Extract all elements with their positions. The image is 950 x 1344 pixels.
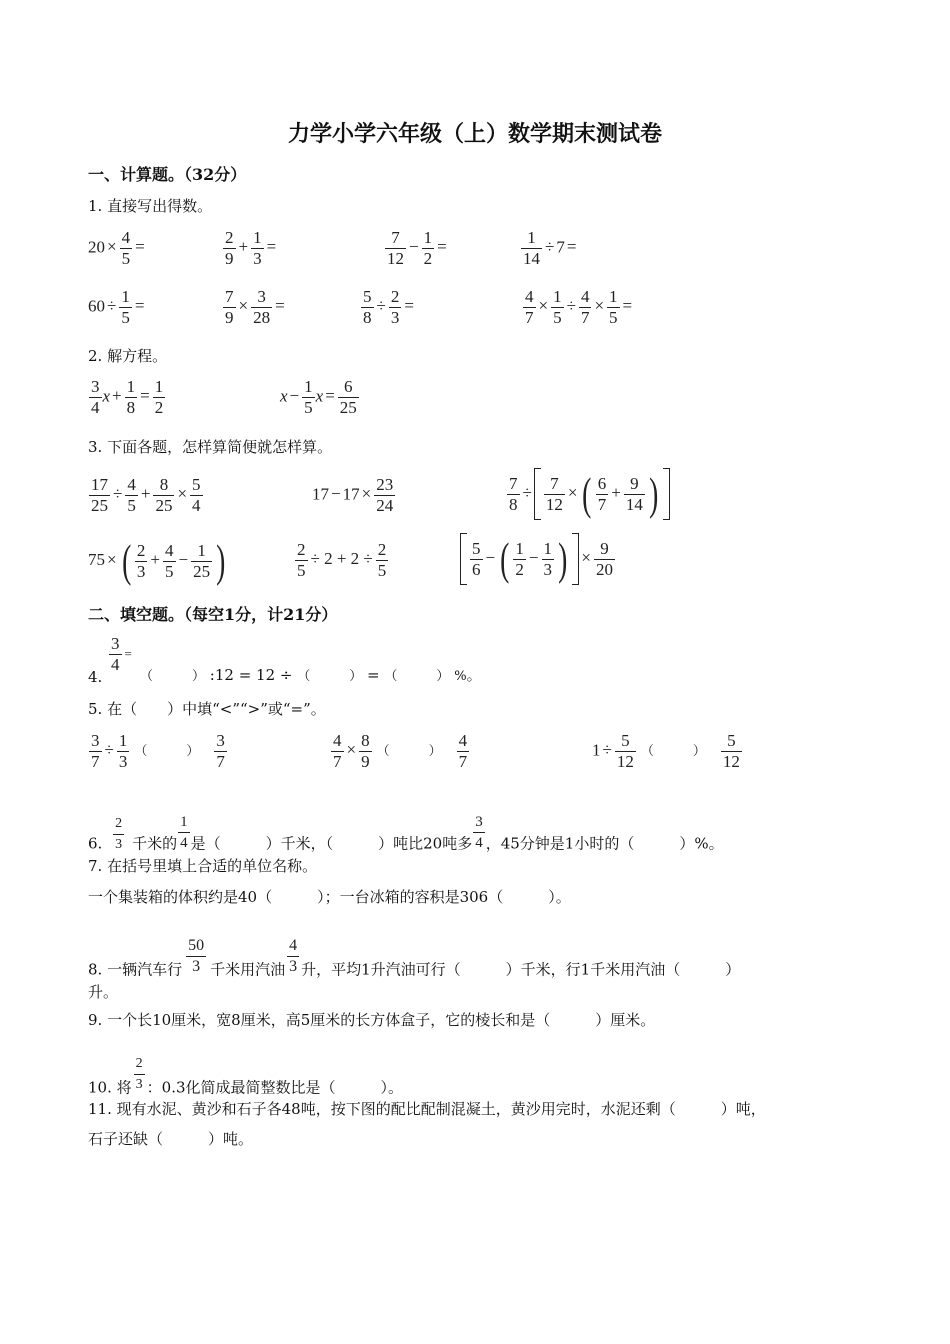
section-1-heading: 一、计算题。（32分） <box>88 165 247 184</box>
q3-expr-e: $\frac{2}{5}$ ÷ 2 + 2 ÷ $\frac{2}{5}$ <box>297 540 387 580</box>
section-2-heading: 二、填空题。（每空1分，计21分） <box>88 605 338 624</box>
q3-expr-b: 17 − 17 × $\frac{23}{24}$ <box>312 475 394 515</box>
q3-expr-f: $\frac{5}{6}$ − ( $\frac{1}{2}$ − $\frac{1}{3}$ ) × $\frac{9}{20}$ <box>460 533 616 585</box>
q7-label: 7. 在括号里填上合适的单位名称。 <box>88 857 318 875</box>
q1-r1-b: $\frac{2}{9}$ + $\frac{1}{3}$ = <box>225 228 277 268</box>
q8-line-2: 升。 <box>88 983 119 1001</box>
q1-r1-d: $\frac{1}{14}$ ÷ 7 = <box>523 228 577 268</box>
q2-equation-2: x − $\frac{1}{5}$ x = $\frac{6}{25}$ <box>280 377 357 417</box>
q9-text: 9. 一个长10厘米，宽8厘米，高5厘米的长方体盒子，它的棱长和是（ ）厘米。 <box>88 1011 656 1029</box>
q1-r1-c: $\frac{7}{12}$ − $\frac{1}{2}$ = <box>387 228 447 268</box>
q1-r2-d: $\frac{4}{7}$ × $\frac{1}{5}$ ÷ $\frac{4}{7}$ × $\frac{1}{5}$ = <box>525 287 633 327</box>
q1-r2-c: $\frac{5}{8}$ ÷ $\frac{2}{3}$ = <box>363 287 414 327</box>
q11-line-2: 石子还缺（ ）吨。 <box>88 1130 254 1148</box>
q5-compare-b: $\frac{4}{7}$ × $\frac{8}{9}$ （ ） $\frac{4}{7}$ <box>333 731 468 771</box>
q7-text: 一个集装箱的体积约是40（ ）；一台冰箱的容积是306（ ）。 <box>88 888 571 906</box>
q1-r2-a: 60 ÷ $\frac{1}{5}$ = <box>88 287 145 327</box>
page-title: 力学小学六年级（上）数学期末测试卷 <box>287 121 662 147</box>
q10-line: 10. 将 $\frac{2}{3}$ ：0.3化简成最简整数比是（ ）。 <box>88 1056 404 1097</box>
q2-label: 2. 解方程。 <box>88 347 168 365</box>
q4-fraction: $\frac{3}{4}$ = <box>111 634 132 674</box>
q6-line: 6. $\frac{2}{3}$ 千米的 $\frac{1}{4}$ 是（ ）千米，（ ）吨比20吨多 $\frac{3}{4}$ ，45分钟是1小时的（ ）%。 <box>88 814 724 853</box>
q3-label: 3. 下面各题，怎样算简便就怎样算。 <box>88 438 333 456</box>
q5-label: 5. 在（ ）中填“<”“>”或“=”。 <box>88 700 326 718</box>
q3-expr-a: $\frac{17}{25}$ ÷ $\frac{4}{5}$ + $\frac{8}{25}$ × $\frac{5}{4}$ <box>91 475 201 515</box>
q3-expr-c: $\frac{7}{8}$ ÷ $\frac{7}{12}$ × ( $\frac{6}{7}$ + $\frac{9}{14}$ ) <box>506 468 670 520</box>
q1-label: 1. 直接写出得数。 <box>88 197 213 215</box>
q2-equation-1: $\frac{3}{4}$ x + $\frac{1}{8}$ = $\frac{1}{2}$ <box>91 377 164 417</box>
q8-line: 8. 一辆汽车行 $\frac{50}{3}$ 千米用汽油 $\frac{4}{3}$ 升，平均1升汽油可行（ ）千米，行1千米用汽油（ ） <box>88 937 741 979</box>
q4-blanks: （ ） :12 = 12 ÷ （ ） = （ ） %。 <box>140 666 482 684</box>
q11-line-1: 11. 现有水泥、黄沙和石子各48吨，按下图的配比配制混凝土，黄沙用完时，水泥还剩（ ）吨， <box>88 1100 766 1118</box>
q1-r2-b: $\frac{7}{9}$ × $\frac{3}{28}$ = <box>225 287 285 327</box>
q5-compare-a: $\frac{3}{7}$ ÷ $\frac{1}{3}$ （ ） $\frac{3}{7}$ <box>91 731 225 771</box>
q1-r1-a: 20 × $\frac{4}{5}$ = <box>88 228 145 268</box>
q5-compare-c: 1 ÷ $\frac{5}{12}$ （ ） $\frac{5}{12}$ <box>592 731 740 771</box>
q3-expr-d: 75 × ( $\frac{2}{3}$ + $\frac{4}{5}$ − $\frac{1}{25}$ ) <box>88 535 226 586</box>
q4-number: 4. <box>88 668 103 686</box>
